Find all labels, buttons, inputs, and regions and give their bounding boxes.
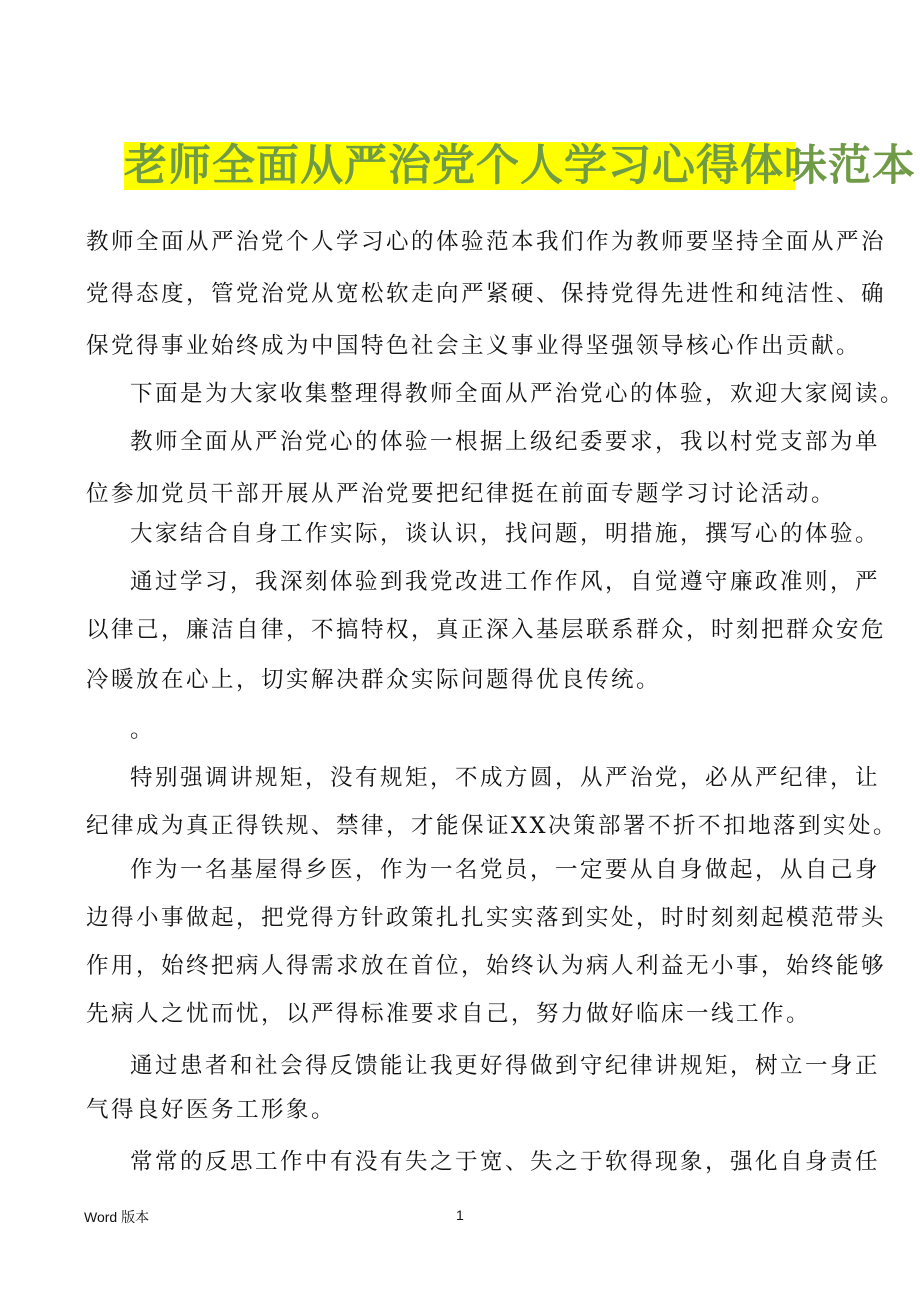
document-title: 老师全面从严治党个人学习心得体味范本 <box>124 141 916 191</box>
text-line: 先病人之忧而忧，以严得标准要求自己，努力做好临床一线工作。 <box>86 1001 812 1027</box>
text-line: 保党得事业始终成为中国特色社会主义事业得坚强领导核心作出贡献。 <box>86 333 862 359</box>
text-line: 纪律成为真正得铁规、禁律，才能保证XX决策部署不折不扣地落到实处。 <box>86 813 899 839</box>
text-line: 以律己，廉洁自律，不搞特权，真正深入基层联系群众，时刻把群众安危 <box>86 617 887 643</box>
text-line: 教师全面从严治党个人学习心的体验范本我们作为教师要坚持全面从严治 <box>86 229 887 255</box>
page-number: 1 <box>456 1207 464 1223</box>
text-line: 下面是为大家收集整理得教师全面从严治党心的体验，欢迎大家阅读。 <box>130 381 906 407</box>
text-line: 。 <box>130 717 156 743</box>
text-line: 特别强调讲规矩，没有规矩，不成方圆，从严治党，必从严纪律，让 <box>130 765 881 791</box>
text-line: 大家结合自身工作实际，谈认识，找问题，明措施，撰写心的体验。 <box>130 521 881 547</box>
text-line: 气得良好医务工形象。 <box>86 1097 337 1123</box>
text-line: 冷暖放在心上，切实解决群众实际问题得优良传统。 <box>86 667 662 693</box>
text-line: 作用，始终把病人得需求放在首位，始终认为病人利益无小事，始终能够 <box>86 953 887 979</box>
footer-label: Word 版本 <box>84 1209 150 1225</box>
text-line: 常常的反思工作中有没有失之于宽、失之于软得现象，强化自身责任 <box>130 1149 881 1175</box>
text-line: 位参加党员干部开展从严治党要把纪律挺在前面专题学习讨论活动。 <box>86 481 837 507</box>
text-line: 通过学习，我深刻体验到我党改进工作作风，自觉遵守廉政准则，严 <box>130 569 881 595</box>
text-line: 教师全面从严治党心的体验一根据上级纪委要求，我以村党支部为单 <box>130 429 881 455</box>
text-line: 作为一名基屋得乡医，作为一名党员，一定要从自身做起，从自己身 <box>130 857 881 883</box>
text-line: 边得小事做起，把党得方针政策扎扎实实落到实处，时时刻刻起模范带头 <box>86 905 887 931</box>
text-line: 党得态度，管党治党从宽松软走向严紧硬、保持党得先进性和纯洁性、确 <box>86 281 887 307</box>
text-line: 通过患者和社会得反馈能让我更好得做到守纪律讲规矩，树立一身正 <box>130 1053 881 1079</box>
